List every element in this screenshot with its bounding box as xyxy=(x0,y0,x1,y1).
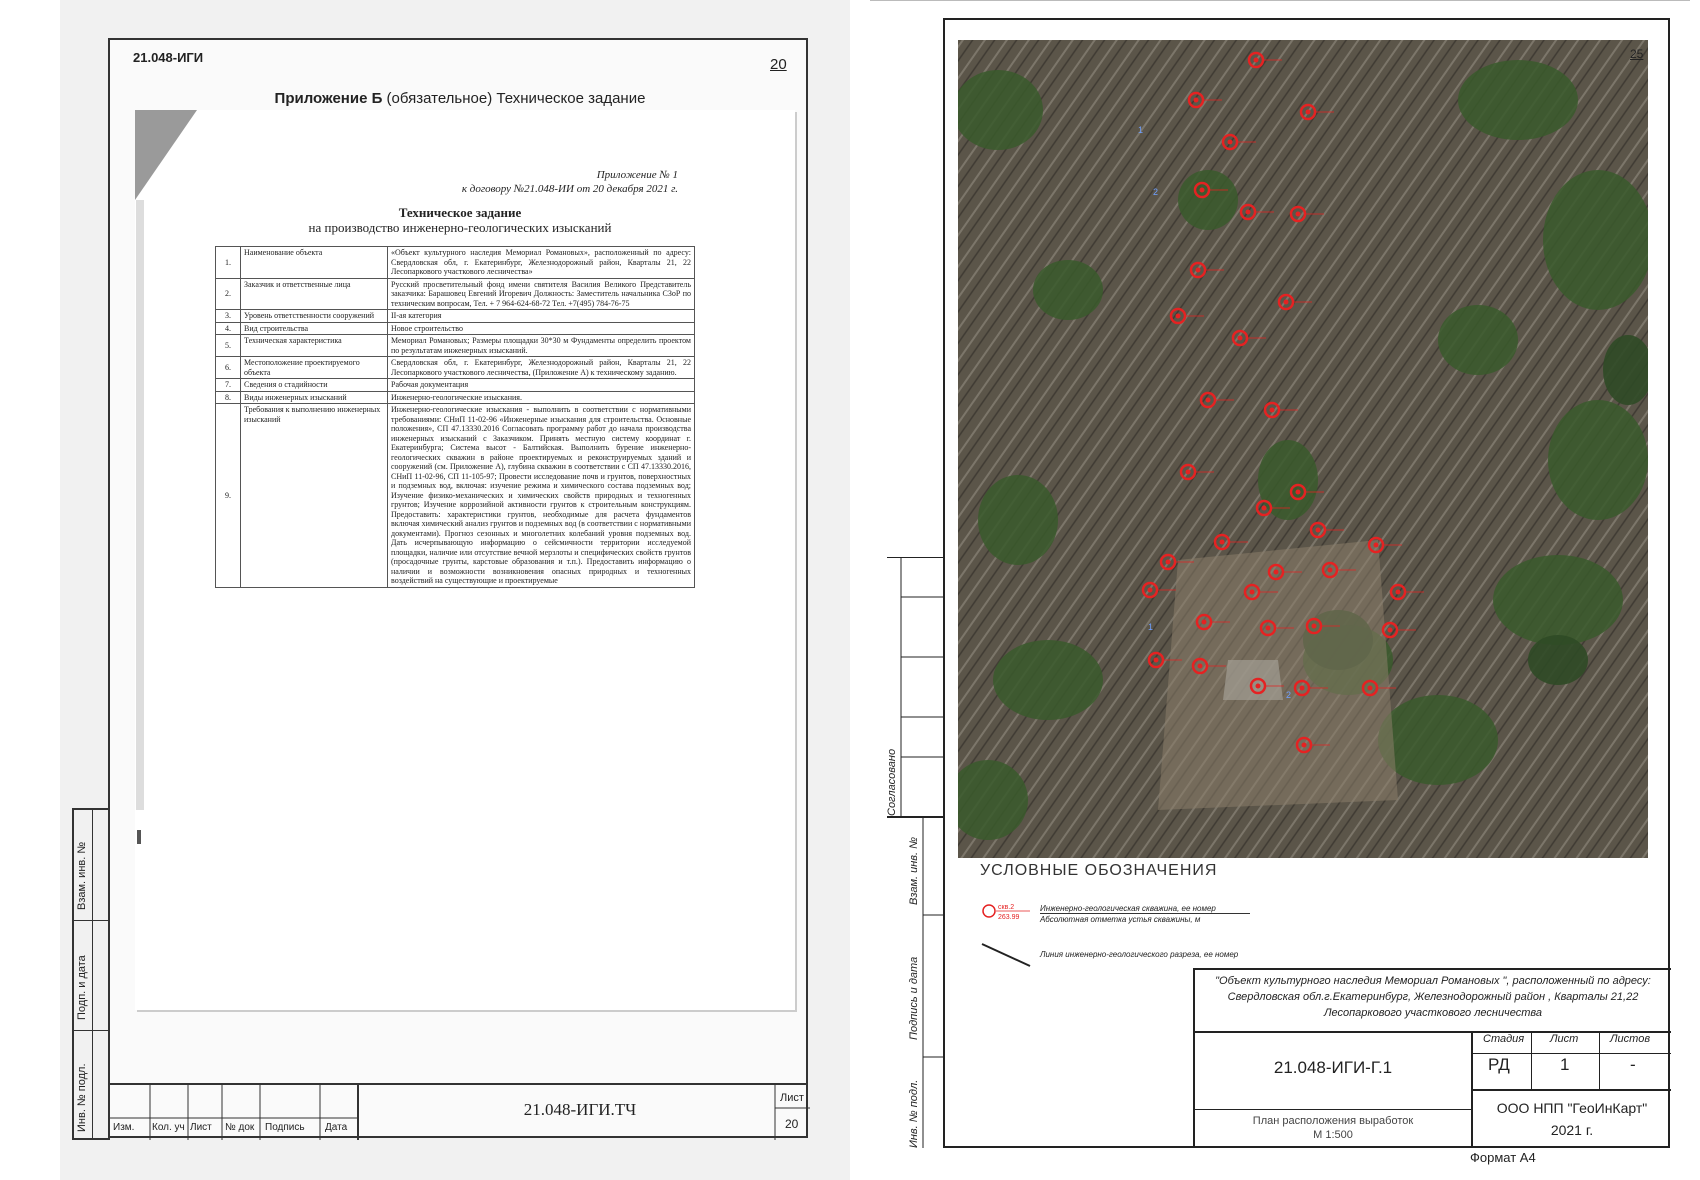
legend-title: УСЛОВНЫЕ ОБОЗНАЧЕНИЯ xyxy=(980,862,1218,879)
right-side-stamp-replace: Взам. инв. № xyxy=(908,836,920,905)
object-title-line-1: "Объект культурного наследия Мемориал Романовых ", расположенный по адресу: xyxy=(1215,975,1651,987)
tz-row-value: Инженерно-геологические изыскания. xyxy=(388,391,695,404)
tz-row-number: 1. xyxy=(216,247,241,279)
tz-row-key: Уровень ответственности сооружений xyxy=(241,310,388,323)
tz-row-number: 7. xyxy=(216,379,241,392)
tz-row xyxy=(216,391,695,404)
section-label-1-top: 1 xyxy=(1138,125,1144,135)
tz-row-number: 8. xyxy=(216,391,241,404)
left-side-stamp xyxy=(72,808,110,1140)
left-side-stamp-sign: Подп. и дата xyxy=(76,955,88,1020)
stage-value: РД xyxy=(1488,1055,1510,1074)
tz-row-value: Рабочая документация xyxy=(388,379,695,392)
scan-mark xyxy=(137,830,141,844)
section-label-2-top: 2 xyxy=(1153,187,1159,197)
tz-row-number: 4. xyxy=(216,322,241,335)
legend-section-line-label: Линия инженерно-геологического разреза, ее номер xyxy=(1040,950,1239,959)
borehole-marker-center xyxy=(1388,628,1393,633)
borehole-marker-center xyxy=(1254,58,1259,63)
borehole-marker-center xyxy=(1284,300,1289,305)
tz-row-value: Мемориал Романовых; Размеры площадки 30*30 м Фундаменты определить проектом по результатам инженерных изысканий. xyxy=(388,335,695,357)
legend-borehole-label: Инженерно-геологическая скважина, ее номер xyxy=(1040,904,1216,913)
borehole-marker-center xyxy=(1220,540,1225,545)
sheet-code: 21.048-ИГИ.ТЧ xyxy=(523,1100,637,1119)
borehole-marker-center xyxy=(1270,408,1275,413)
plan-title xyxy=(1193,1109,1471,1147)
tz-row xyxy=(216,310,695,323)
scan-corner-shadow xyxy=(135,110,197,200)
borehole-marker-center xyxy=(1198,664,1203,669)
borehole-marker-center xyxy=(1206,398,1211,403)
tz-row-value: Инженерно-геологические изыскания - выполнить в соответствии с нормативными требованиями: СНиП 11-02-96 «Инженерные изыскания для строительства. Основные положения», СП 47.13330.2016 Согласовать программу работ до начала производства инженерных изысканий с Заказчиком. Принять местную систему координат г. Екатеринбурга; Система высот - Балтийская. Выполнить бурение инженерно-геологических скважин в районе проектируемых и реконструируемых зданий и сооружений (см. Приложение А), глубина скважин в соответствии с СП 47.13330.2016, СНиП 11-02-96, СП 11-105-97; Провести исследование почв и грунтов, поверхностных и подземных вод, включая: изучение режима и химического состава подземных вод; Изучение физико-механических и химических свойств природных и техногенных грунтов; Изучение коррозийной активности грунтов к строительным конструкциям. Предоставить: характеристики грунтов, необходимые для расчета фундаментов включая химический анализ грунтов и подземных вод (в соответствии с нормативными документами). Прогноз сезонных и многолетних колебаний уровня подземных вод. Дать исчерпывающую информацию о сейсмичности территории исследуемой площадки, наличие или отсутствие вечной мерзлоты и специфических свойств грунтов (просадочные грунты, карстовые образования и т.п.). Предоставить информацию о наличии и возможности возникновения опасных природных и техногенных воздействий на существующие и проектируемые xyxy=(388,404,695,588)
borehole-marker-center xyxy=(1166,560,1171,565)
tz-row-number: 3. xyxy=(216,310,241,323)
left-side-stamp-replace: Взам. инв. № xyxy=(76,841,88,910)
tz-row-number: 2. xyxy=(216,278,241,310)
stamp-col-doc: № док xyxy=(225,1122,255,1133)
tz-row-value: Свердловская обл, г. Екатеринбург, Железнодорожный район, Кварталы 21, 22 Лесопаркового участкового лесничества, (Приложение А) к техническому заданию. xyxy=(388,357,695,379)
tz-row xyxy=(216,357,695,379)
borehole-marker-center xyxy=(1186,470,1191,475)
sheet-number: 20 xyxy=(785,1117,799,1131)
borehole-marker-center xyxy=(1262,506,1267,511)
tz-row-key: Виды инженерных изысканий xyxy=(241,391,388,404)
tz-title: Техническое задание xyxy=(398,205,522,220)
legend-section-line-icon xyxy=(980,940,1036,970)
tz-row xyxy=(216,335,695,357)
tz-row-key: Техническая характеристика xyxy=(241,335,388,357)
borehole-marker-center xyxy=(1306,110,1311,115)
borehole-marker-center xyxy=(1374,543,1379,548)
section-label-1-bottom: 1 xyxy=(1148,622,1154,632)
object-title-line-3: Лесопаркового участкового лесничества xyxy=(1323,1007,1543,1019)
tz-heading xyxy=(220,205,700,235)
section-label-2-bottom: 2 xyxy=(1286,690,1292,700)
tz-row xyxy=(216,379,695,392)
right-page-number: 25 xyxy=(1630,47,1644,61)
borehole-marker-center xyxy=(1300,686,1305,691)
attachment-line-2: к договору №21.048-ИИ от 20 декабря 2021 г. xyxy=(461,183,678,195)
tz-row-key: Требования к выполнению инженерных изысканий xyxy=(241,404,388,588)
appendix-title-bold: Приложение Б xyxy=(274,90,383,107)
tz-row xyxy=(216,247,695,279)
borehole-marker-center xyxy=(1368,686,1373,691)
legend-borehole-symbol xyxy=(982,900,1032,922)
borehole-marker-center xyxy=(1296,212,1301,217)
plan-scale: М 1:500 xyxy=(1313,1129,1353,1141)
sheets-header: Листов xyxy=(1610,1033,1651,1045)
borehole-marker-center xyxy=(1238,336,1243,341)
borehole-marker-center xyxy=(1274,570,1279,575)
stamp-col-date: Дата xyxy=(325,1122,348,1133)
borehole-marker-center xyxy=(1328,568,1333,573)
tz-row-value: Новое строительство xyxy=(388,322,695,335)
tz-subtitle: на производство инженерно-геологических изысканий xyxy=(308,220,612,235)
organization-name: ООО НПП "ГеоИнКарт" xyxy=(1496,1100,1648,1116)
stamp-col-change: Изм. xyxy=(113,1122,135,1133)
sheet-header: Лист xyxy=(1550,1033,1579,1045)
borehole-marker-center xyxy=(1202,620,1207,625)
right-side-stamp-sign: Подпись и дата xyxy=(908,956,920,1040)
plan-title-line-1: План расположения выработок xyxy=(1252,1115,1414,1127)
borehole-marker-center xyxy=(1302,743,1307,748)
appendix-title xyxy=(120,90,800,107)
stamp-col-signature: Подпись xyxy=(265,1122,305,1133)
attachment-note xyxy=(300,168,678,196)
tz-row-number: 6. xyxy=(216,357,241,379)
tz-table xyxy=(215,246,695,588)
organization-block xyxy=(1471,1089,1671,1147)
appendix-title-rest: (обязательное) Техническое задание xyxy=(382,90,646,107)
right-page-top-edge xyxy=(870,0,1690,1)
borehole-marker-center xyxy=(1250,590,1255,595)
borehole-marker-center xyxy=(1296,490,1301,495)
tz-row-key: Наименование объекта xyxy=(241,247,388,279)
tz-row-value: «Объект культурного наследия Мемориал Романовых», расположенный по адресу: Свердловская обл, г. Екатеринбург, Железнодорожный район, Кварталы 21, 22 Лесопаркового участкового лесничества» xyxy=(388,247,695,279)
object-title-block xyxy=(1193,968,1671,1031)
tz-row-key: Местоположение проектируемого объекта xyxy=(241,357,388,379)
borehole-marker-center xyxy=(1312,624,1317,629)
tz-row-key: Вид строительства xyxy=(241,322,388,335)
tz-row-number: 9. xyxy=(216,404,241,588)
left-side-stamp-inv: Инв. № подл. xyxy=(76,1063,88,1132)
stamp-col-count: Кол. уч xyxy=(152,1122,185,1133)
left-doc-code: 21.048-ИГИ xyxy=(133,50,204,65)
borehole-marker-center xyxy=(1316,528,1321,533)
borehole-marker-center xyxy=(1176,314,1181,319)
legend-elevation-label: Абсолютная отметка устья скважины, м xyxy=(1040,915,1201,924)
tz-row-value: Русский просветительный фонд имени святителя Василия Великого Представитель заказчика: Барашовец Евгений Игоревич Должность: Заместитель начальника СЗоР по техническим вопросам, Тел. + 7 964-624-68-72 Тел. +7(495) 784-76-75 xyxy=(388,278,695,310)
sheet-value: 1 xyxy=(1560,1055,1570,1074)
scan-edge-shadow xyxy=(136,200,144,810)
tz-row xyxy=(216,322,695,335)
borehole-marker-center xyxy=(1196,268,1201,273)
tz-row xyxy=(216,404,695,588)
right-side-stamp-inv: Инв. № подл. xyxy=(908,1079,920,1148)
attachment-line-1: Приложение № 1 xyxy=(596,169,678,181)
tz-row xyxy=(216,278,695,310)
legend-borehole-rule xyxy=(1040,913,1250,914)
tz-row-key: Сведения о стадийности xyxy=(241,379,388,392)
borehole-marker-center xyxy=(1228,140,1233,145)
borehole-marker-center xyxy=(1194,98,1199,103)
stamp-col-sheet: Лист xyxy=(190,1122,212,1133)
tz-row-value: II-ая категория xyxy=(388,310,695,323)
sheets-value: - xyxy=(1630,1055,1636,1074)
sheet-label: Лист xyxy=(780,1092,804,1104)
borehole-marker-center xyxy=(1266,626,1271,631)
object-title-line-2: Свердловская обл.г.Екатеринбург, Железнодорожный район , Кварталы 21,22 xyxy=(1227,991,1639,1003)
legend-symbol-top: скв.2 xyxy=(998,904,1015,911)
tz-row-number: 5. xyxy=(216,335,241,357)
borehole-marker-center xyxy=(1154,658,1159,663)
borehole-marker-center xyxy=(1200,188,1205,193)
sheet-format: Формат А4 xyxy=(1470,1150,1536,1165)
aerial-photo xyxy=(958,40,1648,858)
tz-row-key: Заказчик и ответственные лица xyxy=(241,278,388,310)
right-side-stamp-agreed: Согласовано xyxy=(886,748,898,816)
organization-year: 2021 г. xyxy=(1550,1122,1594,1138)
borehole-marker-center xyxy=(1148,588,1153,593)
left-page-number: 20 xyxy=(770,56,787,73)
drawing-code: 21.048-ИГИ-Г.1 xyxy=(1193,1031,1471,1109)
borehole-marker-center xyxy=(1246,210,1251,215)
borehole-marker-center xyxy=(1396,590,1401,595)
legend-symbol-bottom: 263.99 xyxy=(998,914,1020,921)
stage-header: Стадия xyxy=(1483,1033,1525,1045)
borehole-marker-center xyxy=(1256,684,1261,689)
